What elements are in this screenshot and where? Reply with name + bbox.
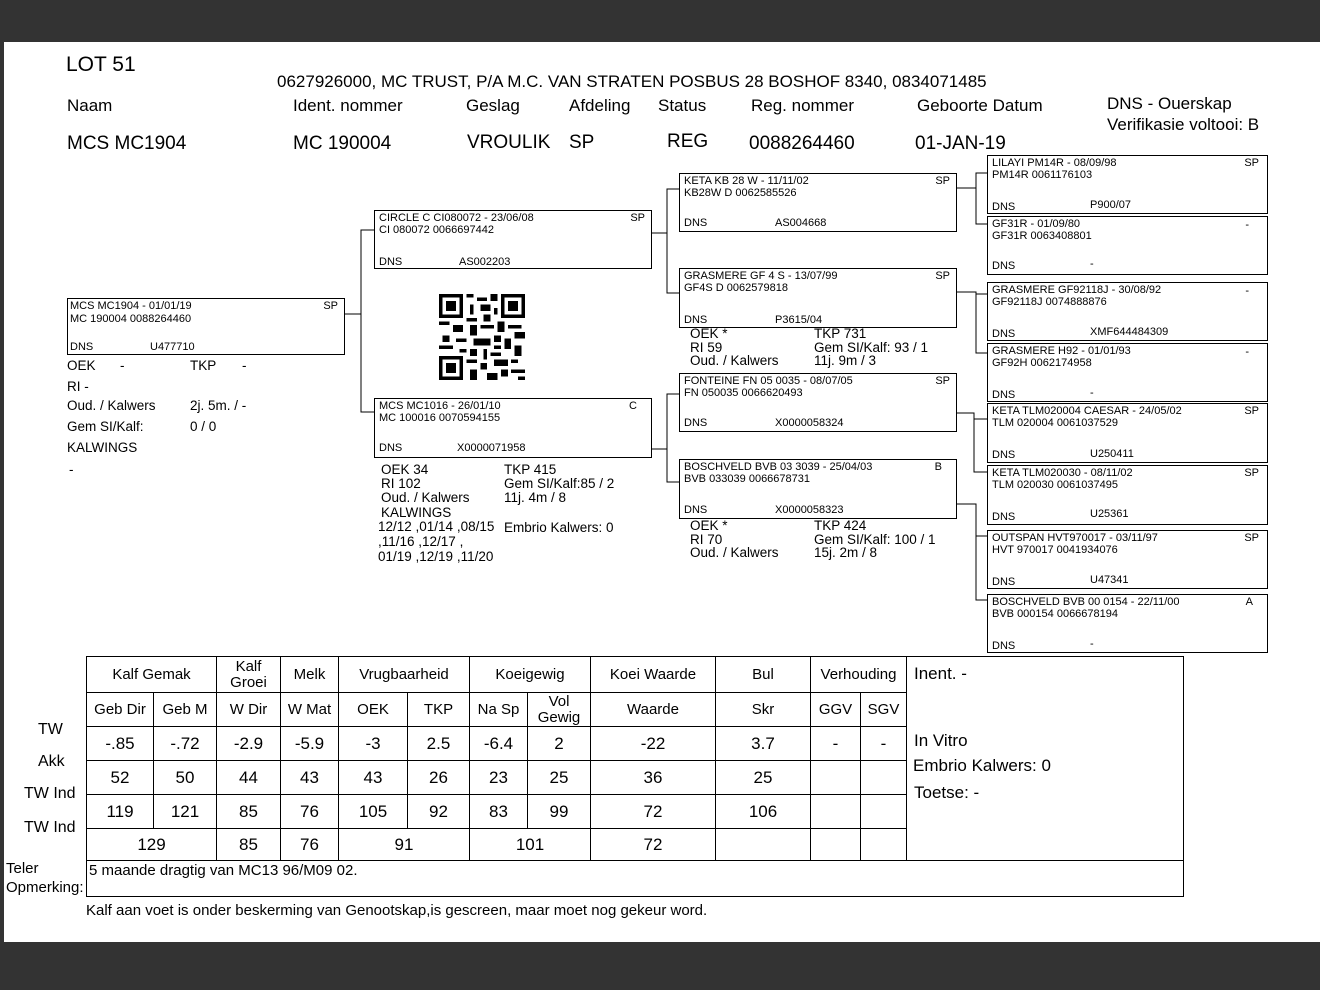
sire-dns-value: AS002203 xyxy=(459,256,511,268)
cell-kalf-groei-index: 85 xyxy=(217,829,281,861)
ggp-dns-value: U25361 xyxy=(1090,508,1129,520)
ggp-dns-label: DNS xyxy=(992,576,1016,588)
gp2-tkp: TKP 731 xyxy=(814,326,867,341)
ggp-name-date: GF31R - 01/09/80 xyxy=(992,218,1081,230)
ggp-dns-value: U250411 xyxy=(1090,448,1134,460)
dam-ri: RI 102 xyxy=(381,476,421,491)
gp-dns-label: DNS xyxy=(684,217,708,229)
cell-value: 76 xyxy=(281,795,339,829)
cell-value: 25 xyxy=(716,761,811,795)
teler-label: Teler xyxy=(6,860,39,877)
ggp-grade: - xyxy=(1245,219,1249,231)
ggp-dns-value: P900/07 xyxy=(1090,199,1131,211)
ggp-dns-value: U47341 xyxy=(1090,574,1129,586)
ggp-grade: A xyxy=(1245,596,1253,608)
ggp-name-date: GRASMERE H92 - 01/01/93 xyxy=(992,345,1131,357)
remark-row xyxy=(86,861,1184,897)
subject-dns-value: U477710 xyxy=(150,341,195,353)
subject-oek: OEK xyxy=(67,358,96,373)
gp-grade: SP xyxy=(935,175,950,187)
subject-kalwings-label: KALWINGS xyxy=(67,440,138,455)
subject-ri: RI - xyxy=(67,379,89,394)
row-label-tw: TW xyxy=(38,720,63,738)
cell-value: -.85 xyxy=(87,727,154,761)
cell-value xyxy=(861,761,907,795)
cell-value: 92 xyxy=(408,795,470,829)
label-dns-ouerskap: DNS - Ouerskap xyxy=(1107,94,1232,113)
label-naam: Naam xyxy=(67,96,113,115)
sub-waarde: Waarde xyxy=(591,693,716,727)
cell-value: 52 xyxy=(87,761,154,795)
sire-name-date: CIRCLE C CI080072 - 23/06/08 xyxy=(379,212,534,224)
sub-geb-dir: Geb Dir xyxy=(87,693,154,727)
ggp-name-date: OUTSPAN HVT970017 - 03/11/97 xyxy=(992,532,1158,544)
cell-value: 72 xyxy=(591,795,716,829)
cell-kalf-gemak-index: 129 xyxy=(87,829,217,861)
ggp-dns-label: DNS xyxy=(992,389,1016,401)
label-verifikasie: Verifikasie voltooi: B xyxy=(1107,115,1260,134)
ggp-dns-label: DNS xyxy=(992,449,1016,461)
label-reg: Reg. nommer xyxy=(751,96,854,115)
dam-kalwing-dates-1: 12/12 ,01/14 ,08/15 xyxy=(378,519,495,534)
dam-name-date: MCS MC1016 - 26/01/10 xyxy=(379,400,501,412)
gp-ident: BVB 033039 0066678731 xyxy=(684,473,811,485)
ggp-ident: PM14R 0061176103 xyxy=(992,169,1093,181)
ggp-dns-value: - xyxy=(1090,387,1094,399)
cell-value: 119 xyxy=(87,795,154,829)
sub-geb-m: Geb M xyxy=(154,693,217,727)
animal-geslag: VROULIK xyxy=(467,132,551,153)
ggp-name-date: KETA TLM020004 CAESAR - 24/05/02 xyxy=(992,405,1182,417)
ggp-dns-label: DNS xyxy=(992,201,1016,213)
dam-dns-label: DNS xyxy=(379,442,403,454)
row-label-akk: Akk xyxy=(38,752,65,770)
gp2-age: 11j. 9m / 3 xyxy=(814,353,877,368)
sub-sgv: SGV xyxy=(861,693,907,727)
cell-value xyxy=(811,761,861,795)
gp-dns-value: X0000058324 xyxy=(775,417,844,429)
sub-na-sp: Na Sp xyxy=(470,693,528,727)
sub-w-dir: W Dir xyxy=(217,693,281,727)
subject-name-date: MCS MC1904 - 01/01/19 xyxy=(70,300,192,312)
cell-value xyxy=(811,795,861,829)
dam-age: 11j. 4m / 8 xyxy=(504,490,567,505)
cell-value: -2.9 xyxy=(217,727,281,761)
gp4-age: 15j. 2m / 8 xyxy=(814,545,878,560)
subject-tkp: TKP xyxy=(190,358,217,373)
cell-value: 2 xyxy=(528,727,591,761)
cell-value: -.72 xyxy=(154,727,217,761)
gp2-gem: Gem SI/Kalf: 93 / 1 xyxy=(814,340,929,355)
sub-oek: OEK xyxy=(339,693,408,727)
great-grandparent-box-1 xyxy=(987,155,1268,214)
sire-dns-label: DNS xyxy=(379,256,403,268)
dam-oek: OEK 34 xyxy=(381,462,429,477)
gp-name-date: FONTEINE FN 05 0035 - 08/07/05 xyxy=(684,375,853,387)
footer-note: Kalf aan voet is onder beskerming van Genootskap,is gescreen, maar moet nog gekeur word. xyxy=(86,902,708,919)
cell-value: 43 xyxy=(339,761,408,795)
group-bul: Bul xyxy=(716,657,811,693)
cell-value: 25 xyxy=(528,761,591,795)
subject-oek-value: - xyxy=(120,358,125,373)
cell-value: 43 xyxy=(281,761,339,795)
gp-grade: SP xyxy=(935,375,950,387)
animal-naam: MCS MC1904 xyxy=(67,133,187,154)
ggp-ident: GF31R 0063408801 xyxy=(992,230,1092,242)
gp4-gem: Gem SI/Kalf: 100 / 1 xyxy=(814,532,936,547)
ggp-dns-label: DNS xyxy=(992,511,1016,523)
sub-tkp: TKP xyxy=(408,693,470,727)
subject-box xyxy=(67,298,345,355)
gp2-oud-label: Oud. / Kalwers xyxy=(690,353,779,368)
dam-dns-value: X0000071958 xyxy=(457,442,526,454)
ggp-name-date: BOSCHVELD BVB 00 0154 - 22/11/00 xyxy=(992,596,1180,608)
animal-geboorte: 01-JAN-19 xyxy=(915,133,1006,154)
group-kalf-gemak: Kalf Gemak xyxy=(87,657,217,693)
great-grandparent-box-7 xyxy=(987,530,1268,589)
subject-grade: SP xyxy=(323,300,338,312)
ggp-name-date: KETA TLM020030 - 08/11/02 xyxy=(992,467,1133,479)
animal-afdeling: SP xyxy=(569,132,595,153)
ggp-grade: SP xyxy=(1244,157,1259,169)
gp4-tkp: TKP 424 xyxy=(814,518,867,533)
great-grandparent-box-6 xyxy=(987,465,1268,525)
gp-name-date: BOSCHVELD BVB 03 3039 - 25/04/03 xyxy=(684,461,873,473)
dam-tkp: TKP 415 xyxy=(504,462,557,477)
lot-number: LOT 51 xyxy=(66,53,136,76)
dam-box xyxy=(374,398,652,458)
cell-melk-index: 76 xyxy=(281,829,339,861)
ggp-ident: BVB 000154 0066678194 xyxy=(992,608,1119,620)
cell-value: 85 xyxy=(217,795,281,829)
subject-oud-value: 2j. 5m. / - xyxy=(190,398,247,413)
cell-value: 23 xyxy=(470,761,528,795)
ggp-grade: SP xyxy=(1244,532,1259,544)
gp-ident: FN 050035 0066620493 xyxy=(684,387,803,399)
cell-value: 105 xyxy=(339,795,408,829)
ggp-ident: GF92H 0062174958 xyxy=(992,357,1092,369)
row-label-tw-ind-2: TW Ind xyxy=(24,818,76,836)
ggp-dns-value: - xyxy=(1090,258,1094,270)
gp4-oud-label: Oud. / Kalwers xyxy=(690,545,779,560)
ggp-grade: SP xyxy=(1244,405,1259,417)
cell-value: 3.7 xyxy=(716,727,811,761)
group-koeigewig: Koeigewig xyxy=(470,657,591,693)
cell-value: 106 xyxy=(716,795,811,829)
side-panel xyxy=(907,657,1184,861)
animal-status: REG xyxy=(667,131,709,152)
group-header-row xyxy=(86,657,1184,693)
teler-remark: 5 maande dragtig van MC13 96/M09 02. xyxy=(87,861,1184,897)
in-vitro: In Vitro xyxy=(914,731,968,750)
cell-koeigewig-index: 101 xyxy=(470,829,591,861)
dam-embrio: Embrio Kalwers: 0 xyxy=(504,520,614,535)
ggp-name-date: GRASMERE GF92118J - 30/08/92 xyxy=(992,284,1162,296)
ggp-grade: SP xyxy=(1244,467,1259,479)
ggp-dns-label: DNS xyxy=(992,640,1016,652)
group-melk: Melk xyxy=(281,657,339,693)
dam-kalwings-label: KALWINGS xyxy=(381,505,452,520)
ggp-name-date: LILAYI PM14R - 08/09/98 xyxy=(992,157,1117,169)
sub-ggv: GGV xyxy=(811,693,861,727)
qr-code-icon xyxy=(436,294,528,380)
great-grandparent-box-2 xyxy=(987,216,1268,275)
great-grandparent-box-5 xyxy=(987,403,1268,463)
label-afdeling: Afdeling xyxy=(569,96,631,115)
ggp-ident: TLM 020004 0061037529 xyxy=(992,417,1118,429)
label-status: Status xyxy=(658,96,707,115)
cell-value: 83 xyxy=(470,795,528,829)
sub-vol-gewig: Vol Gewig xyxy=(528,693,591,727)
opmerking-label: Opmerking: xyxy=(6,879,84,896)
grandparent-box-1 xyxy=(679,173,957,232)
toetse: Toetse: - xyxy=(914,783,980,802)
group-verhouding: Verhouding xyxy=(811,657,907,693)
cell-value: -22 xyxy=(591,727,716,761)
pedigree-sheet xyxy=(4,42,1320,942)
sire-ident: CI 080072 0066697442 xyxy=(379,224,494,236)
group-koei-waarde: Koei Waarde xyxy=(591,657,716,693)
ggp-grade: - xyxy=(1245,285,1249,297)
gp4-oek: OEK * xyxy=(690,518,728,533)
cell-value: 121 xyxy=(154,795,217,829)
subject-kalwings-value: - xyxy=(69,462,74,477)
ggp-dns-value: - xyxy=(1090,638,1094,650)
sub-w-mat: W Mat xyxy=(281,693,339,727)
gp-grade: B xyxy=(934,461,942,473)
dam-kalwing-dates-2: ,11/16 ,12/17 , xyxy=(378,534,464,549)
gp-dns-label: DNS xyxy=(684,417,708,429)
ggp-dns-label: DNS xyxy=(992,328,1016,340)
gp-dns-value: AS004668 xyxy=(775,217,827,229)
cell-value: 99 xyxy=(528,795,591,829)
gp-grade: SP xyxy=(935,270,950,282)
ggp-dns-value: XMF644484309 xyxy=(1090,326,1169,338)
label-geslag: Geslag xyxy=(466,96,520,115)
cell-value: -5.9 xyxy=(281,727,339,761)
cell-value: 26 xyxy=(408,761,470,795)
subject-tkp-value: - xyxy=(242,358,247,373)
subject-gem-label: Gem SI/Kalf: xyxy=(67,419,144,434)
dam-oud-label: Oud. / Kalwers xyxy=(381,490,470,505)
inent: Inent. - xyxy=(914,664,967,683)
cell-value: -3 xyxy=(339,727,408,761)
sire-grade: SP xyxy=(630,212,645,224)
cell-koei-waarde-index: 72 xyxy=(591,829,716,861)
great-grandparent-box-4 xyxy=(987,343,1268,402)
group-kalf-groei: Kalf Groei xyxy=(217,657,281,693)
cell-value: 2.5 xyxy=(408,727,470,761)
gp2-oek: OEK * xyxy=(690,326,728,341)
owner-line: 0627926000, MC TRUST, P/A M.C. VAN STRATEN POSBUS 28 BOSHOF 8340, 0834071485 xyxy=(277,72,987,91)
subject-dns-label: DNS xyxy=(70,341,94,353)
gp-name-date: KETA KB 28 W - 11/11/02 xyxy=(684,175,809,187)
great-grandparent-box-8 xyxy=(987,594,1268,653)
grandparent-box-2 xyxy=(679,268,957,328)
subject-oud-label: Oud. / Kalwers xyxy=(67,398,156,413)
gp2-ri: RI 59 xyxy=(690,340,723,355)
ggp-ident: TLM 020030 0061037495 xyxy=(992,479,1118,491)
ggp-dns-label: DNS xyxy=(992,260,1016,272)
label-ident: Ident. nommer xyxy=(293,96,403,115)
dam-kalwing-dates-3: 01/19 ,12/19 ,11/20 xyxy=(378,549,494,564)
cell-value: - xyxy=(861,727,907,761)
grandparent-box-3 xyxy=(679,373,957,432)
ggp-ident: HVT 970017 0041934076 xyxy=(992,544,1118,556)
gp-name-date: GRASMERE GF 4 S - 13/07/99 xyxy=(684,270,838,282)
gp-ident: GF4S D 0062579818 xyxy=(684,282,788,294)
sub-skr: Skr xyxy=(716,693,811,727)
gp-dns-value: X0000058323 xyxy=(775,504,844,516)
cell-value: -6.4 xyxy=(470,727,528,761)
subject-gem-value: 0 / 0 xyxy=(190,419,217,434)
gp-ident: KB28W D 0062585526 xyxy=(684,187,797,199)
cell-vrugbaarheid-index: 91 xyxy=(339,829,470,861)
cell-value xyxy=(861,795,907,829)
animal-ident: MC 190004 xyxy=(293,133,392,154)
gp4-ri: RI 70 xyxy=(690,532,723,547)
dam-ident: MC 100016 0070594155 xyxy=(379,412,501,424)
gp-dns-label: DNS xyxy=(684,314,708,326)
sire-box xyxy=(374,210,652,269)
ggp-ident: GF92118J 0074888876 xyxy=(992,296,1107,308)
label-geboorte: Geboorte Datum xyxy=(917,96,1043,115)
group-vrugbaarheid: Vrugbaarheid xyxy=(339,657,470,693)
row-label-tw-ind: TW Ind xyxy=(24,784,76,802)
cell-value: - xyxy=(811,727,861,761)
embrio-kalwers: Embrio Kalwers: 0 xyxy=(913,756,1051,775)
grandparent-box-4 xyxy=(679,459,957,519)
animal-reg: 0088264460 xyxy=(749,133,855,154)
ggp-grade: - xyxy=(1245,346,1249,358)
cell-value: 36 xyxy=(591,761,716,795)
gp-dns-label: DNS xyxy=(684,504,708,516)
cell-value: 44 xyxy=(217,761,281,795)
dam-grade: C xyxy=(629,400,637,412)
subject-ident: MC 190004 0088264460 xyxy=(70,313,192,325)
great-grandparent-box-3 xyxy=(987,282,1268,341)
dam-gem: Gem SI/Kalf:85 / 2 xyxy=(504,476,615,491)
cell-value: 50 xyxy=(154,761,217,795)
gp-dns-value: P3615/04 xyxy=(775,314,823,326)
